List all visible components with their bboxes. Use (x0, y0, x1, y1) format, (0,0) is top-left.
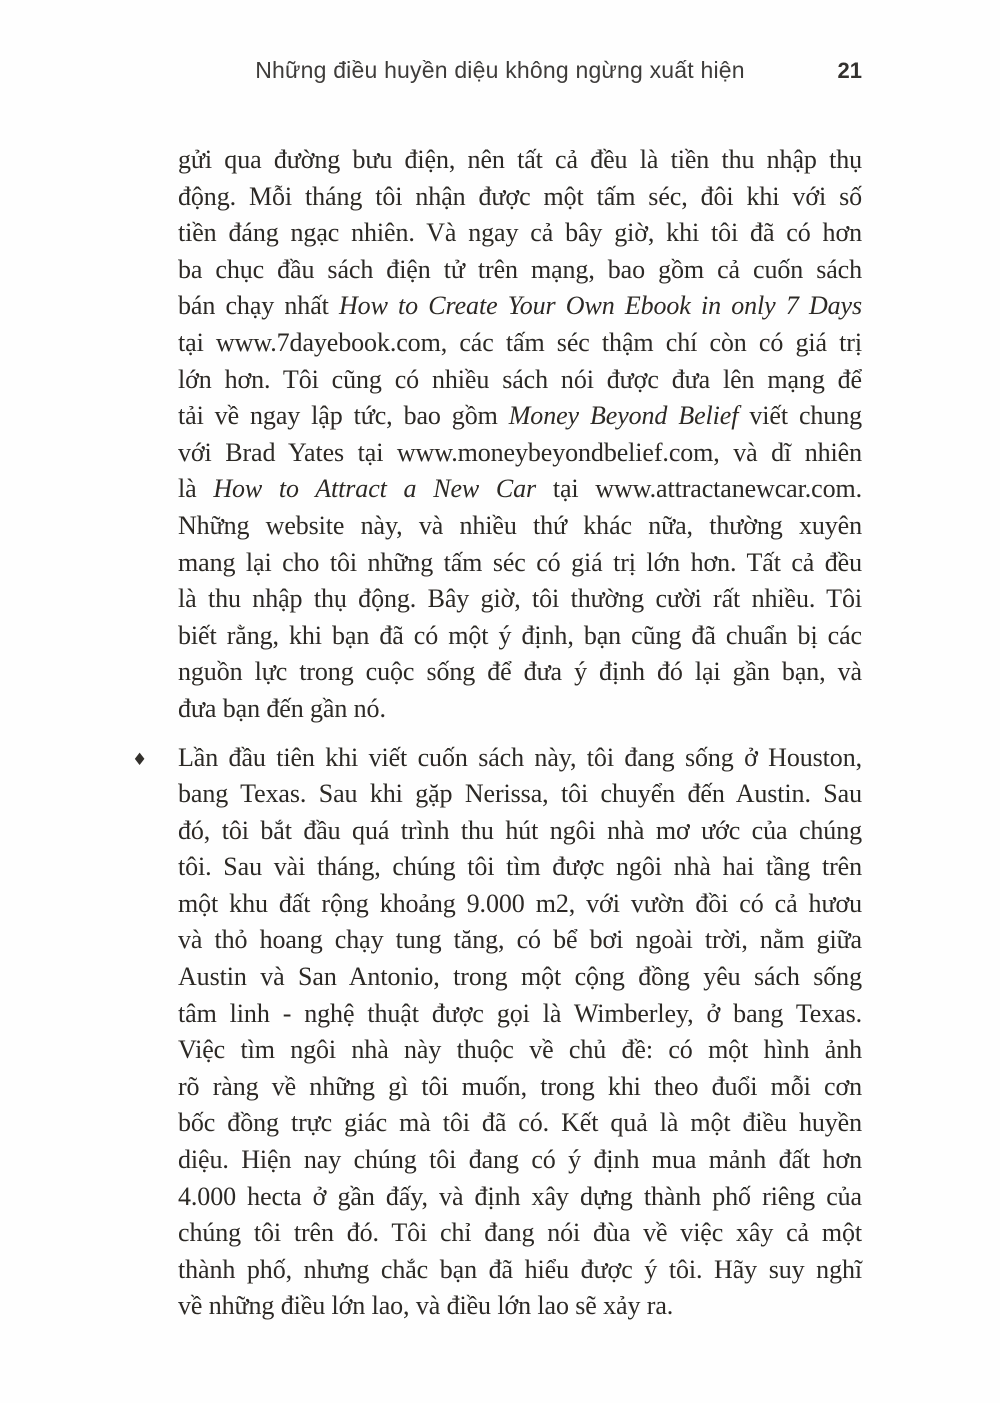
text-line (178, 1215, 862, 1252)
text-segment: tiền đáng ngạc nhiên. Và ngay cả bây giờ, khi tôi đã có hơn (178, 218, 862, 248)
text-line (178, 252, 862, 289)
running-header (0, 57, 1000, 93)
text-line (178, 691, 862, 728)
text-segment: tại www.attractanewcar.com. (536, 474, 863, 504)
paragraph (178, 142, 862, 728)
text-segment: mang lại cho tôi những tấm séc có giá trị lớn hơn. Tất cả đều (178, 547, 862, 577)
text-segment: diệu. Hiện nay chúng tôi đang có ý định mua mảnh đất hơn (178, 1145, 862, 1175)
book-title-italic: How to Attract a New Car (213, 474, 537, 504)
text-segment: một khu đất rộng khoảng 9.000 m2, với vườn đồi có cả hươu (178, 888, 862, 918)
text-segment: rõ ràng về những gì tôi muốn, trong khi theo đuổi mỗi cơn (178, 1071, 862, 1101)
paragraph (132, 740, 862, 1326)
text-segment: Những website này, và nhiều thứ khác nữa, thường xuyên (178, 510, 862, 540)
text-line (178, 654, 862, 691)
book-title-italic: Money Beyond Belief (508, 401, 739, 431)
text-segment: ba chục đầu sách điện tử trên mạng, bao gồm cả cuốn sách (178, 254, 862, 284)
text-segment: Việc tìm ngôi nhà này thuộc về chủ đề: có một hình ảnh (178, 1035, 862, 1065)
text-segment: Austin và San Antonio, trong một cộng đồng yêu sách sống (178, 962, 862, 992)
text-line (178, 1288, 862, 1325)
text-segment: là (178, 474, 214, 504)
text-segment: và thỏ hoang chạy tung tăng, có bể bơi ngoài trời, nằm giữa (178, 925, 862, 955)
text-line (178, 179, 862, 216)
text-line (178, 581, 862, 618)
text-segment: tại www.7dayebook.com, các tấm séc thậm chí còn có giá trị (178, 327, 862, 357)
text-segment: là thu nhập thụ động. Bây giờ, tôi thường cười rất nhiều. Tôi (178, 584, 862, 614)
text-segment: tâm linh - nghệ thuật được gọi là Wimberley, ở bang Texas. (178, 998, 862, 1028)
text-segment: với Brad Yates tại www.moneybeyondbelief.com, và dĩ nhiên (178, 437, 862, 467)
text-line (178, 1069, 862, 1106)
text-segment: thành phố, nhưng chắc bạn đã hiểu được ý tôi. Hãy suy nghĩ (178, 1254, 862, 1284)
text-line (178, 813, 862, 850)
text-line (178, 1252, 862, 1289)
text-line (178, 142, 862, 179)
text-line (178, 886, 862, 923)
text-line (178, 996, 862, 1033)
text-line (178, 398, 862, 435)
text-segment: lớn hơn. Tôi cũng có nhiều sách nói được đưa lên mạng để (178, 364, 862, 394)
text-line (178, 1142, 862, 1179)
text-segment: đó, tôi bắt đầu quá trình thu hút ngôi nhà mơ ước của chúng (178, 815, 862, 845)
text-line (178, 471, 862, 508)
text-segment: 4.000 hecta ở gần đấy, và định xây dựng thành phố riêng của (178, 1181, 862, 1211)
text-line (178, 435, 862, 472)
text-segment: biết rằng, khi bạn đã có một ý định, bạn cũng đã chuẩn bị các (178, 620, 862, 650)
text-line (178, 362, 862, 399)
text-block (132, 142, 863, 1325)
text-segment: tải về ngay lập tức, bao gồm (178, 401, 509, 431)
text-line (178, 508, 862, 545)
text-line (178, 740, 862, 777)
page-number: 21 (837, 58, 862, 83)
text-line (178, 922, 862, 959)
text-line (178, 849, 862, 886)
text-segment: viết chung (738, 401, 862, 431)
text-segment: gửi qua đường bưu điện, nên tất cả đều là tiền thu nhập thụ (178, 145, 862, 174)
text-segment: nguồn lực trong cuộc sống để đưa ý định đó lại gần bạn, và (178, 657, 862, 687)
book-title-italic: How to Create Your Own Ebook in only 7 Days (339, 291, 863, 321)
text-segment: về những điều lớn lao, và điều lớn lao sẽ xảy ra. (178, 1291, 674, 1321)
text-line (178, 288, 862, 325)
text-segment: bang Texas. Sau khi gặp Nerissa, tôi chuyển đến Austin. Sau (178, 779, 862, 809)
text-line (178, 618, 862, 655)
bullet-diamond-icon: ♦ (132, 749, 148, 770)
running-header-title: Những điều huyền diệu không ngừng xuất hiện (255, 57, 745, 83)
text-segment: chúng tôi trên đó. Tôi chỉ đang nói đùa về việc xây cả một (178, 1218, 862, 1248)
text-segment: bốc đồng trực giác mà tôi đã có. Kết quả là một điều huyền (178, 1108, 862, 1138)
text-line (178, 1179, 862, 1216)
text-segment: bán chạy nhất (178, 291, 339, 321)
text-line (178, 545, 862, 582)
text-segment: Lần đầu tiên khi viết cuốn sách này, tôi đang sống ở Houston, (178, 742, 862, 772)
text-line (178, 1032, 862, 1069)
text-segment: tôi. Sau vài tháng, chúng tôi tìm được ngôi nhà hai tầng trên (178, 852, 862, 882)
text-line (178, 959, 862, 996)
text-line (178, 1105, 862, 1142)
text-segment: động. Mỗi tháng tôi nhận được một tấm séc, đôi khi với số (178, 181, 862, 211)
text-line (178, 325, 862, 362)
text-line (178, 776, 862, 813)
text-line (178, 215, 862, 252)
text-segment: đưa bạn đến gần nó. (178, 693, 386, 723)
